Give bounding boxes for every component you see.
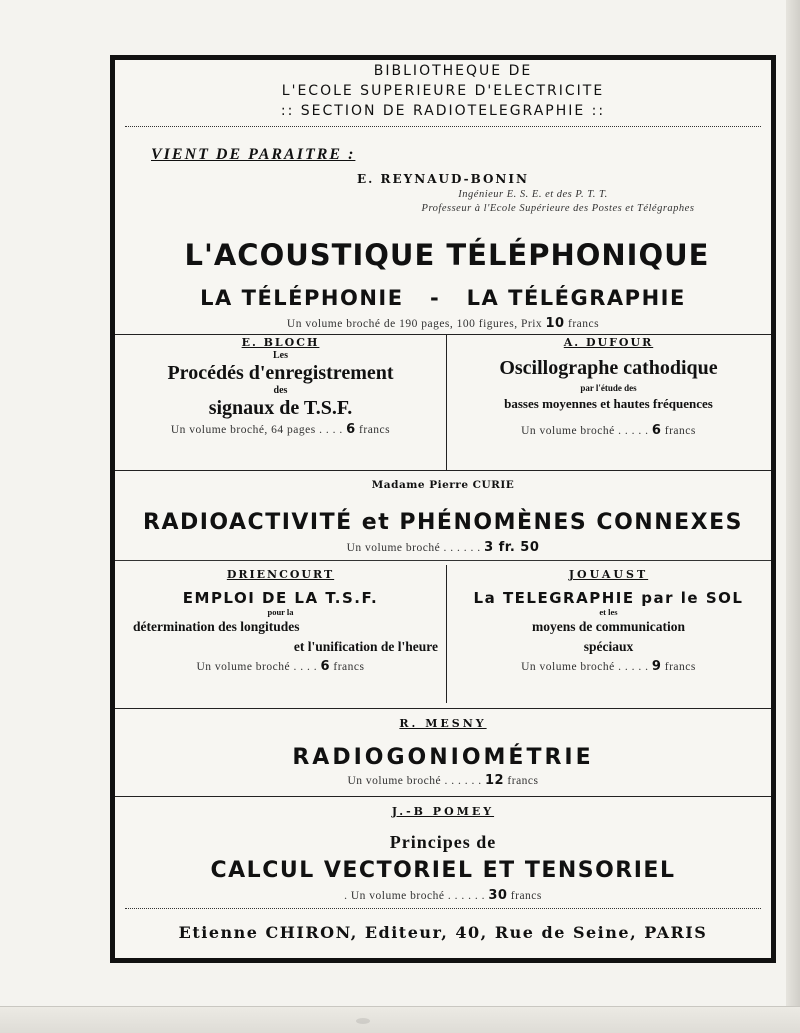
driencourt-block [115,568,446,674]
subtitle-right: LA TÉLÉGRAPHIE [466,286,686,310]
jouaust-author: JOUAUST [568,568,649,581]
dufour-line-2: par l'étude des [580,383,637,393]
jouaust-line-1: La TELEGRAPHIE par le SOL [473,589,744,607]
pomey-author: J.-B POMEY [391,805,495,818]
mesny-title: RADIOGONIOMÉTRIE [292,745,594,770]
divider-2 [115,470,771,471]
curie-author: Madame Pierre CURIE [371,479,515,491]
driencourt-volume: Un volume broché . . . . 6 francs [196,659,365,674]
bloch-line-4: signaux de T.S.F. [208,397,353,419]
jouaust-line-3: moyens de communication [532,619,685,634]
mesny-price: 12 [484,773,505,788]
bloch-block [115,336,446,437]
page-bottom-edge [0,1006,800,1033]
dufour-block [446,336,771,438]
pomey-price: 30 [488,888,508,903]
intro-label: VIENT DE PARAITRE : [151,146,356,163]
feature-details [115,316,771,331]
curie-volume: Un volume broché . . . . . . 3 fr. 50 [346,540,540,555]
pomey-volume: . Un volume broché . . . . . . 30 francs [344,888,542,903]
curie-title: RADIOACTIVITÉ et PHÉNOMÈNES CONNEXES [143,510,743,535]
advertisement-frame [110,55,776,963]
driencourt-author: DRIENCOURT [226,568,335,581]
mesny-author: R. MESNY [399,717,487,730]
print-smudge [356,1018,370,1024]
feature-author: E. REYNAUD-BONIN [357,172,529,186]
divider-4 [115,708,771,709]
header-line-2: L'ECOLE SUPERIEURE D'ELECTRICITE [281,83,605,99]
driencourt-price: 6 [320,659,331,674]
bloch-volume: Un volume broché, 64 pages . . . . 6 francs [170,422,391,437]
library-header [115,60,771,121]
feature-subtitle [115,286,771,310]
jouaust-volume: Un volume broché . . . . . 9 francs [521,659,696,674]
curie-price: 3 fr. 50 [484,540,540,555]
driencourt-line-4: et l'unification de l'heure [293,639,438,654]
bloch-line-3: des [273,385,288,396]
header-line-1: BIBLIOTHEQUE DE [373,63,533,79]
feature-title: L'ACOUSTIQUE TÉLÉPHONIQUE [184,238,710,272]
subtitle-separator: - [430,286,441,310]
feature-details-text: Un volume broché de 190 pages, 100 figures, Prix [286,318,543,330]
pomey-title: CALCUL VECTORIEL ET TENSORIEL [210,858,676,883]
publisher-line: Etienne CHIRON, Editeur, 40, Rue de Seine, PARIS [178,923,708,942]
jouaust-line-4: spéciaux [583,639,634,654]
driencourt-line-1: EMPLOI DE LA T.S.F. [182,589,379,607]
mesny-volume: Un volume broché . . . . . . 12 francs [347,773,539,788]
page-edge [786,0,800,1032]
bloch-line-1: Les [273,350,288,361]
jouaust-block [446,568,771,674]
dufour-volume: Un volume broché . . . . . 6 francs [521,423,696,438]
jouaust-price: 9 [651,659,662,674]
jouaust-line-2: et les [599,607,618,617]
divider-5 [115,796,771,797]
bloch-price: 6 [346,422,356,437]
pomey-line-1: Principes de [389,832,497,852]
divider-3 [115,560,771,561]
driencourt-line-2: pour la [267,607,294,617]
feature-credit-1: Ingénieur E. S. E. et des P. T. T. [458,189,608,200]
bloch-author: E. BLOCH [241,336,320,349]
header-line-3: :: SECTION DE RADIOTELEGRAPHIE :: [280,103,606,119]
divider-1 [115,334,771,335]
divider-6 [125,908,761,909]
feature-credit-2: Professeur à l'Ecole Supérieure des Postes et Télégraphes [421,203,695,214]
feature-currency: francs [567,318,600,330]
subtitle-left: LA TÉLÉPHONIE [200,286,404,310]
header-divider [125,126,761,127]
dufour-line-3: basses moyennes et hautes fréquences [504,396,713,411]
dufour-price: 6 [651,423,662,438]
feature-price: 10 [545,316,565,331]
dufour-author: A. DUFOUR [563,336,654,349]
bloch-line-2: Procédés d'enregistrement [167,362,394,384]
driencourt-line-3: détermination des longitudes [133,619,300,634]
dufour-line-1: Oscillographe cathodique [499,357,718,379]
